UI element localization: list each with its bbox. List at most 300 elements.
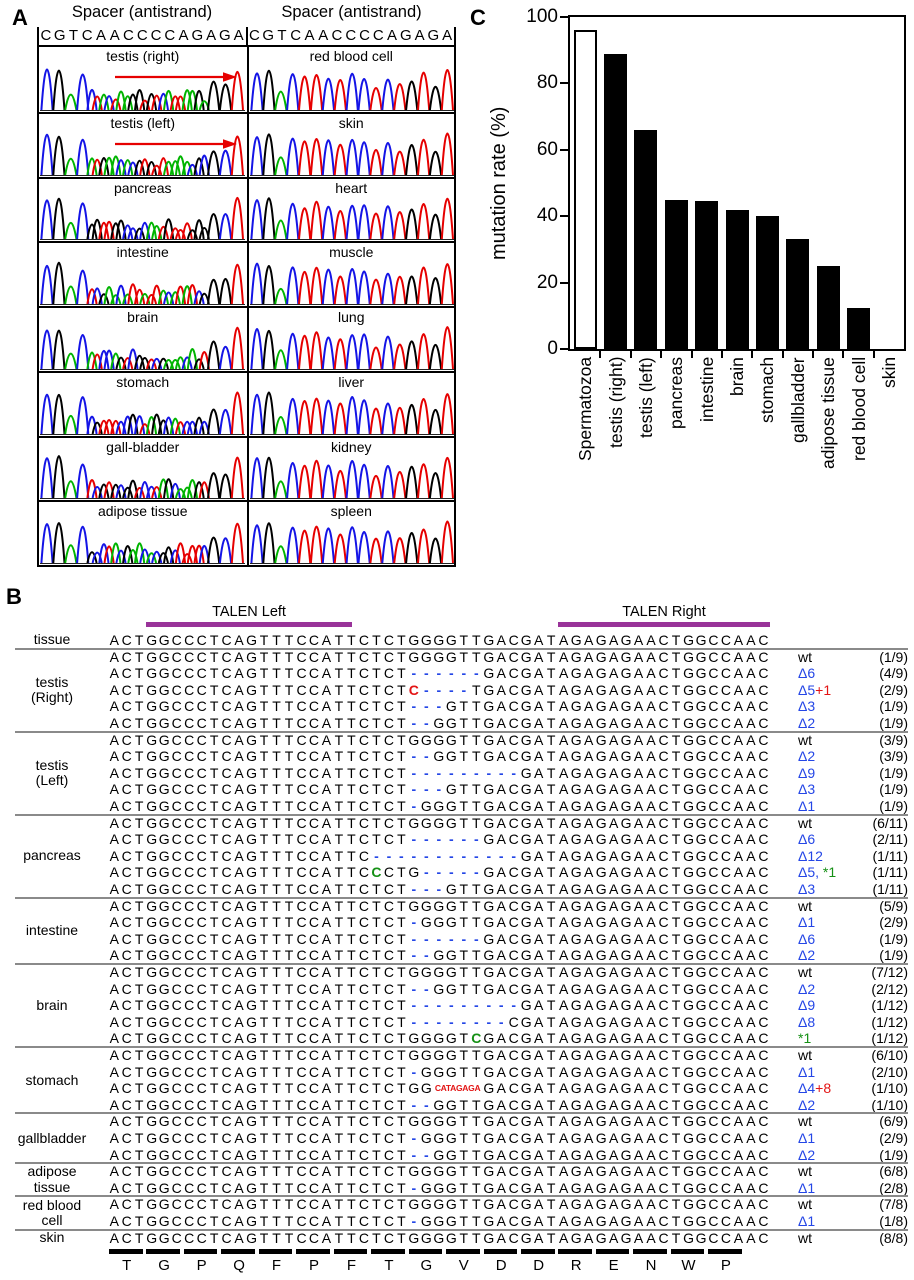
mutation-label-part: Δ1	[798, 1179, 816, 1196]
amino-acid-letter: E	[608, 1257, 619, 1275]
sequence-base: T	[334, 847, 344, 864]
sequence-base: A	[733, 781, 744, 798]
sequence-base: C	[383, 914, 394, 931]
sequence-base: T	[472, 731, 481, 748]
sequence-base: T	[334, 1179, 344, 1196]
sequence-base: T	[397, 1030, 406, 1047]
sequence-base: G	[420, 1080, 432, 1097]
sequence-base: T	[334, 1080, 344, 1097]
sequence-base: C	[171, 897, 182, 914]
codon-bar	[521, 1249, 555, 1254]
sequence	[108, 732, 770, 749]
mutation-label-part: Δ3	[798, 781, 816, 798]
deletion-dash: -	[424, 864, 429, 881]
sequence-base: T	[272, 781, 281, 798]
sequence-base: C	[196, 847, 207, 864]
sequence-base: G	[408, 1229, 420, 1246]
sequence	[108, 715, 770, 732]
sequence-base: G	[445, 1146, 457, 1163]
sequence-base: C	[658, 698, 669, 715]
sequence-base: A	[733, 1163, 744, 1180]
sequence-base: T	[284, 1146, 294, 1163]
sequence-base: A	[746, 1096, 756, 1113]
sequence-base: A	[583, 1130, 594, 1146]
deletion-dash: -	[411, 881, 417, 897]
deletion-dash: -	[411, 914, 417, 931]
sequence-base: T	[546, 731, 556, 748]
sequence-base: T	[347, 632, 356, 648]
sequence-base: T	[134, 665, 144, 682]
sequence-base: C	[508, 1179, 519, 1196]
amino-acid-letter: Q	[233, 1257, 245, 1275]
sequence-base: A	[583, 864, 594, 881]
sequence-base: T	[334, 1196, 344, 1213]
sequence-base: G	[483, 831, 495, 848]
sequence	[108, 1196, 770, 1213]
clone-count: (1/9)	[879, 930, 908, 947]
sequence-base: G	[158, 1179, 170, 1196]
sequence-base: C	[658, 1030, 669, 1047]
mutation-label-part: Δ12	[798, 847, 823, 864]
sequence-base: G	[520, 814, 532, 831]
sequence-base: A	[633, 1229, 644, 1246]
sequence-base: C	[308, 947, 320, 964]
sequence-base: T	[334, 648, 344, 665]
sequence-base: C	[308, 1229, 320, 1246]
sequence-base: C	[184, 897, 195, 914]
sequence-base: A	[559, 930, 569, 947]
sequence-base: C	[296, 1163, 307, 1180]
chromatogram-cell	[39, 371, 247, 436]
deletion-dash: -	[424, 947, 429, 964]
sequence-base: G	[433, 897, 445, 914]
sequence-base: A	[109, 1196, 119, 1213]
sequence-base: C	[383, 1013, 394, 1030]
alignment-row	[0, 1080, 914, 1097]
mutation-label	[798, 881, 815, 898]
sequence-base: G	[483, 798, 495, 814]
sequence-base: C	[184, 1063, 195, 1080]
sequence-base: A	[608, 698, 619, 715]
sequence-base: A	[583, 964, 594, 980]
chromatogram-trace	[40, 130, 245, 177]
sequence-base: A	[109, 964, 119, 980]
sequence-base: C	[358, 1013, 369, 1030]
x-category-label: stomach	[757, 357, 778, 424]
sequence-base: C	[296, 1096, 307, 1113]
sequence-base: A	[646, 715, 656, 731]
sequence-base: A	[608, 1096, 619, 1113]
deletion-dash: -	[461, 681, 467, 698]
mutation-label	[798, 914, 815, 931]
sequence	[108, 1130, 770, 1147]
bar-Spermatozoa	[574, 30, 597, 349]
sequence-base: C	[708, 947, 719, 964]
sequence-base: C	[196, 864, 207, 881]
sequence-base: A	[234, 1146, 244, 1163]
sequence-base: A	[534, 980, 544, 997]
sequence-base: T	[397, 1163, 406, 1180]
sequence-base: T	[259, 1229, 269, 1246]
sequence-base: G	[620, 1130, 632, 1146]
sequence-base: T	[134, 632, 144, 648]
y-tick-label: 60	[536, 138, 558, 160]
sequence-base: T	[334, 1047, 344, 1063]
sequence-base: A	[633, 748, 644, 765]
sequence-base: T	[259, 1096, 269, 1113]
sequence-base: T	[209, 1163, 219, 1180]
sequence-base: C	[308, 914, 320, 931]
sequence-base: T	[546, 681, 556, 698]
sequence-base: C	[171, 1213, 182, 1229]
sequence-base: A	[746, 831, 756, 848]
sequence-base: C	[221, 831, 232, 848]
sequence-base: A	[559, 947, 569, 964]
sequence-base: C	[296, 781, 307, 798]
sequence-base: G	[683, 1130, 694, 1146]
tissue-group-label-line: intestine	[25, 922, 79, 939]
sequence-base: C	[308, 748, 320, 765]
sequence-base: C	[758, 1013, 769, 1030]
sequence-base: T	[347, 814, 356, 831]
sequence-base: C	[358, 1096, 369, 1113]
sequence-base: T	[372, 897, 381, 914]
sequence-base: A	[559, 814, 569, 831]
sequence	[108, 682, 770, 699]
spacer-base: A	[387, 27, 398, 44]
sequence-base: A	[646, 781, 656, 798]
sequence-base: G	[683, 1096, 694, 1113]
sequence-base: C	[358, 847, 369, 864]
sequence-base: G	[158, 665, 170, 682]
sequence-base: C	[658, 665, 669, 682]
sequence-base: C	[658, 648, 669, 665]
sequence-base: C	[196, 748, 207, 765]
sequence-base: C	[758, 1146, 769, 1163]
sequence-base: T	[546, 1080, 556, 1097]
deletion-dash: -	[424, 980, 429, 997]
sequence-base: C	[221, 731, 232, 748]
deletion-dash: -	[436, 764, 442, 781]
sequence-base: A	[559, 1179, 569, 1196]
sequence-base: A	[646, 964, 656, 980]
sequence-base: C	[296, 1113, 307, 1130]
sequence-base: G	[246, 1163, 258, 1180]
sequence-base: G	[433, 648, 445, 665]
sequence-base: C	[358, 914, 369, 931]
sequence-base: G	[483, 781, 495, 798]
sequence-base: A	[234, 1013, 244, 1030]
sequence-base: G	[158, 897, 170, 914]
sequence-base: G	[433, 947, 445, 964]
sequence-base: G	[433, 1063, 445, 1080]
sequence-base: A	[733, 681, 744, 698]
sequence-base: G	[445, 715, 457, 731]
sequence-base: C	[296, 1063, 307, 1080]
sequence-base: A	[109, 1063, 119, 1080]
sequence-base: G	[620, 1096, 632, 1113]
sequence-base: T	[347, 964, 356, 980]
sequence-base: C	[383, 798, 394, 814]
sequence-base: T	[209, 632, 219, 648]
mutation-label	[798, 848, 823, 865]
sequence-base: G	[146, 715, 158, 731]
mutation-label-part: wt	[798, 964, 812, 980]
sequence-base: T	[347, 698, 356, 715]
sequence-base: G	[620, 964, 632, 980]
sequence-base: C	[308, 632, 320, 648]
deletion-dash: -	[436, 1013, 442, 1030]
clone-count: (1/8)	[879, 1213, 908, 1229]
sequence-base: C	[196, 665, 207, 682]
amino-acid-letter: T	[122, 1257, 132, 1275]
sequence-base: T	[209, 914, 219, 931]
sequence-base: A	[608, 964, 619, 980]
sequence-base: G	[445, 914, 457, 931]
sequence-base: C	[720, 1047, 732, 1063]
sequence-base: A	[746, 1113, 756, 1130]
sequence-base: A	[234, 715, 244, 731]
sequence-base: G	[570, 947, 582, 964]
tissue-name: stomach	[116, 373, 170, 390]
spacer-base: C	[164, 27, 176, 44]
sequence-base: A	[109, 980, 119, 997]
mutation-label-part: Δ5	[798, 681, 816, 698]
sequence-base: T	[134, 648, 144, 665]
sequence-base: A	[496, 814, 506, 831]
sequence-base: C	[184, 964, 195, 980]
sequence-base: T	[459, 781, 469, 798]
sequence-base: G	[520, 1080, 532, 1097]
sequence-base: G	[695, 864, 707, 881]
clone-count: (2/9)	[879, 681, 908, 698]
chromatogram-trace	[40, 518, 245, 565]
sequence-base: G	[683, 632, 694, 648]
sequence-base: T	[272, 1146, 281, 1163]
y-tick-mark	[560, 215, 568, 217]
sequence-base: T	[472, 1179, 481, 1196]
sequence-base: C	[708, 1113, 719, 1130]
sequence-base: T	[372, 1047, 381, 1063]
sequence-base: T	[272, 1047, 281, 1063]
sequence	[108, 815, 770, 832]
deletion-dash: -	[411, 1146, 417, 1163]
sequence-base: G	[683, 1013, 694, 1030]
sequence-base: C	[221, 864, 232, 881]
sequence-base: T	[372, 798, 381, 814]
sequence-base: T	[134, 748, 144, 765]
sequence-base: C	[720, 764, 732, 781]
sequence-base: C	[658, 1163, 669, 1180]
sequence-base: C	[383, 1146, 394, 1163]
sequence-base: C	[308, 864, 320, 881]
sequence-base: G	[445, 1179, 457, 1196]
sequence-base: T	[472, 1113, 481, 1130]
sequence-base: T	[334, 930, 344, 947]
sequence-base: G	[445, 1213, 457, 1229]
sequence-base: G	[246, 1113, 258, 1130]
sequence-base: G	[483, 1229, 495, 1246]
sequence-base: A	[534, 947, 544, 964]
sequence-base: A	[583, 731, 594, 748]
sequence-base: T	[134, 964, 144, 980]
sequence-base: A	[746, 698, 756, 715]
sequence-base: T	[284, 897, 294, 914]
tissue-name: adipose tissue	[97, 503, 188, 520]
sequence-base: A	[608, 1013, 619, 1030]
sequence-base: T	[284, 1096, 294, 1113]
sequence-base: C	[221, 1213, 232, 1229]
sequence-base: T	[546, 864, 556, 881]
sequence-base: T	[209, 1113, 219, 1130]
sequence-base: G	[408, 1080, 420, 1097]
sequence-base: T	[334, 814, 344, 831]
sequence-base: A	[321, 831, 332, 848]
sequence-base: G	[483, 731, 495, 748]
sequence-base: G	[146, 781, 158, 798]
mutation-label	[798, 1163, 812, 1180]
sequence-base: C	[383, 1179, 394, 1196]
alignment-row	[0, 649, 914, 666]
sequence-base: T	[472, 1146, 481, 1163]
sequence-base: T	[334, 831, 344, 848]
alignment-row	[0, 1064, 914, 1081]
sequence-base: A	[733, 764, 744, 781]
sequence-base: C	[196, 831, 207, 848]
sequence-base: A	[234, 881, 244, 897]
sequence-base: G	[570, 814, 582, 831]
sequence-base: T	[272, 997, 281, 1014]
sequence-base: C	[171, 1063, 182, 1080]
sequence-base: C	[296, 798, 307, 814]
sequence-base: G	[445, 947, 457, 964]
sequence-base: G	[595, 1213, 607, 1229]
sequence-base: C	[720, 1030, 732, 1047]
sequence-base: C	[708, 1196, 719, 1213]
mutation-label-part: wt	[798, 1229, 812, 1246]
sequence-base: C	[658, 814, 669, 831]
deletion-dash: -	[424, 997, 429, 1014]
sequence-base: G	[683, 681, 694, 698]
chromatogram-trace	[40, 324, 245, 371]
spacer-base: C	[81, 27, 93, 44]
sequence-base: C	[121, 980, 132, 997]
sequence-base: T	[209, 1047, 219, 1063]
sequence-base: C	[358, 764, 369, 781]
sequence-base: G	[683, 964, 694, 980]
sequence-base: A	[109, 1080, 119, 1097]
sequence-base: A	[109, 897, 119, 914]
sequence-base: C	[708, 847, 719, 864]
sequence	[108, 1047, 770, 1064]
y-tick-mark	[560, 282, 568, 284]
sequence-base: A	[608, 897, 619, 914]
sequence-base: T	[372, 1146, 381, 1163]
sequence-base: T	[459, 897, 469, 914]
sequence-base: C	[358, 632, 369, 648]
mutation-label-part: Δ1	[798, 1063, 816, 1080]
sequence-base: C	[121, 731, 132, 748]
sequence-base: A	[633, 1213, 644, 1229]
sequence-base: T	[272, 980, 281, 997]
sequence-base: C	[720, 648, 732, 665]
sequence-base: A	[633, 814, 644, 831]
sequence-base: G	[158, 1096, 170, 1113]
sequence-base: A	[608, 914, 619, 931]
mutation-label-part: Δ8	[798, 1013, 816, 1030]
spacer-base: C	[248, 27, 260, 44]
mutation-label-part: wt	[798, 1196, 812, 1213]
sequence-base: T	[259, 665, 269, 682]
sequence-base: C	[121, 1013, 132, 1030]
sequence-base: A	[496, 798, 506, 814]
sequence-base: T	[472, 681, 481, 698]
tissue-group-label-line: adipose	[27, 1163, 77, 1180]
sequence-base: G	[408, 814, 420, 831]
sequence-base: T	[397, 1130, 406, 1146]
sequence-base: T	[372, 814, 381, 831]
sequence-base: T	[397, 715, 406, 731]
sequence-base: A	[234, 997, 244, 1014]
mutation-label	[798, 898, 812, 915]
sequence-base: A	[646, 1030, 656, 1047]
sequence-base: G	[158, 798, 170, 814]
sequence-base: C	[720, 881, 732, 897]
sequence-base: T	[259, 864, 269, 881]
sequence-base: A	[746, 1229, 756, 1246]
sequence-base: A	[234, 1096, 244, 1113]
sequence-base: C	[308, 1013, 320, 1030]
sequence-base: G	[483, 681, 495, 698]
sequence-base: T	[347, 1163, 356, 1180]
sequence-base: T	[284, 947, 294, 964]
y-tick-mark	[560, 149, 568, 151]
sequence-base: A	[646, 897, 656, 914]
sequence-base: G	[433, 1163, 445, 1180]
mutation-label	[798, 682, 831, 699]
sequence-base: G	[483, 980, 495, 997]
sequence-base: G	[246, 1096, 258, 1113]
sequence-base: G	[246, 914, 258, 931]
sequence-base: C	[708, 914, 719, 931]
sequence-base: G	[520, 698, 532, 715]
sequence-base: C	[658, 1096, 669, 1113]
sequence-base: G	[570, 665, 582, 682]
chromatogram-cell	[39, 306, 247, 371]
sequence-base: G	[695, 964, 707, 980]
sequence-base: A	[646, 1063, 656, 1080]
sequence-base: C	[720, 831, 732, 848]
sequence-base: G	[246, 814, 258, 831]
sequence-base: C	[296, 681, 307, 698]
sequence-base: T	[546, 947, 556, 964]
sequence-base: C	[720, 1080, 732, 1097]
sequence-base: G	[146, 748, 158, 765]
sequence-base: T	[284, 1013, 294, 1030]
sequence-base: A	[109, 1130, 119, 1146]
sequence-base: T	[334, 1146, 344, 1163]
sequence-base: T	[397, 1013, 406, 1030]
chromatogram-cell	[247, 436, 455, 501]
codon-bar	[296, 1249, 330, 1254]
sequence-base: A	[733, 980, 744, 997]
sequence-base: T	[272, 748, 281, 765]
sequence-base: T	[546, 1146, 556, 1163]
sequence-base: C	[383, 964, 394, 980]
sequence-base: A	[496, 681, 506, 698]
sequence-base: G	[483, 1096, 495, 1113]
sequence-base: A	[583, 781, 594, 798]
